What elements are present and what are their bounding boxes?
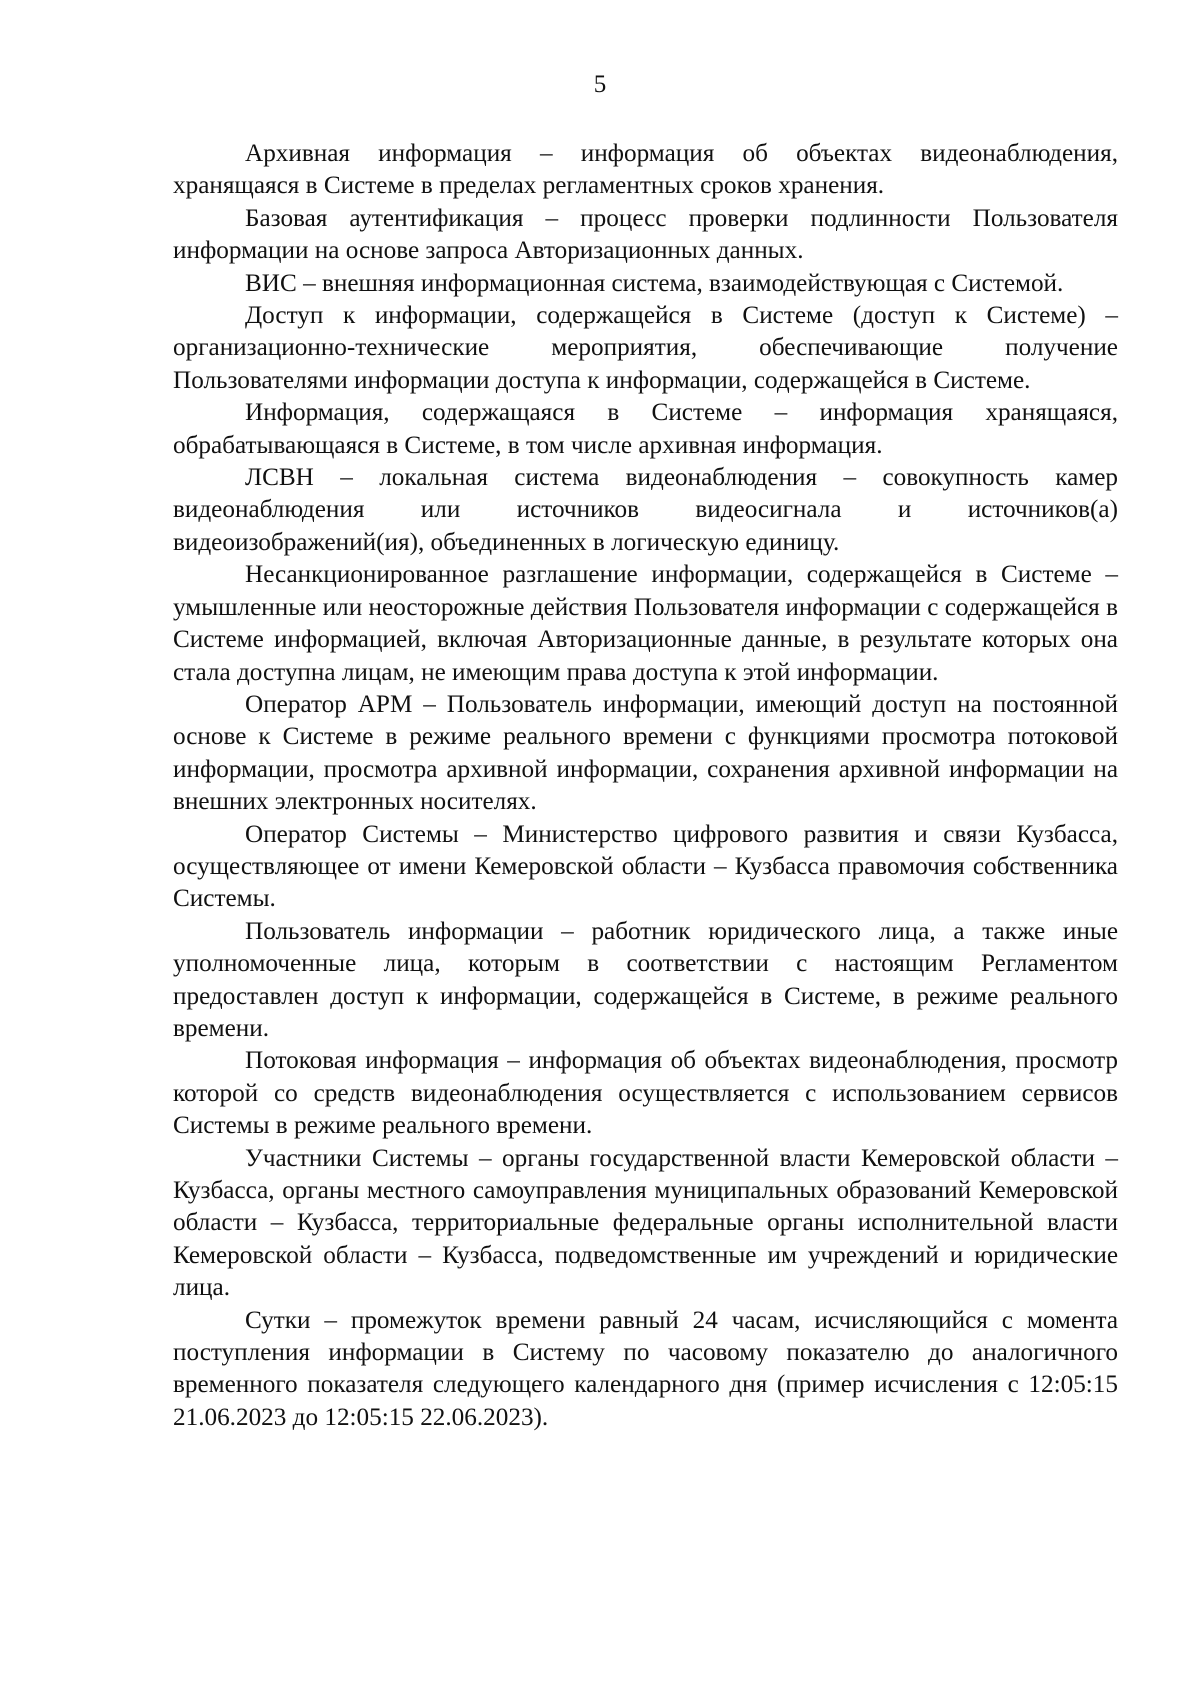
document-body: [173, 138, 1118, 1434]
definition-paragraph: Оператор АРМ – Пользователь информации, имеющий доступ на постоянной основе к Системе в режиме реального времени с функциями просмотра потоковой информации, просмотра архивной информации, сохранения архивной информации на внешних электронных носителях.: [173, 690, 1118, 816]
definition-paragraph: Оператор Системы – Министерство цифрового развития и связи Кузбасса, осуществляющее от имени Кемеровской области – Кузбасса правомочия собственника Системы.: [173, 820, 1118, 913]
definition-paragraph: Информация, содержащаяся в Системе – информация хранящаяся, обрабатывающаяся в Системе, в том числе архивная информация.: [173, 399, 1118, 459]
definition-paragraph: Базовая аутентификация – процесс проверки подлинности Пользователя информации на основе запроса Авторизационных данных.: [173, 204, 1118, 265]
definition-paragraph: Архивная информация – информация об объектах видеонаблюдения, хранящаяся в Системе в пределах регламентных сроков хранения.: [173, 140, 1118, 200]
definition-paragraph: ВИС – внешняя информационная система, взаимодействующая с Системой.: [245, 269, 1064, 297]
definition-paragraph: Участники Системы – органы государственной власти Кемеровской области – Кузбасса, органы местного самоуправления муниципальных образований Кемеровской области – Кузбасса, территориальные федеральные органы исполнительной власти Кемеровской области – Кузбасса, подведомственные им учреждений и юридические лица.: [173, 1144, 1118, 1302]
definition-paragraph: Несанкционированное разглашение информации, содержащейся в Системе – умышленные или неосторожные действия Пользователя информации с содержащейся в Системе информацией, включая Авторизационные данные, в результате которых она стала доступна лицам, не имеющим права доступа к этой информации.: [173, 561, 1118, 686]
page-number: 5: [593, 71, 607, 98]
definition-paragraph: Пользователь информации – работник юридического лица, а также иные уполномоченные лица, которым в соответствии с настоящим Регламентом предоставлен доступ к информации, содержащейся в Системе, в режиме реального времени.: [173, 917, 1118, 1042]
definition-paragraph: Доступ к информации, содержащейся в Системе (доступ к Системе) – организационно-технические мероприятия, обеспечивающие получение Пользователями информации доступа к информации, содержащейся в Системе.: [173, 302, 1118, 394]
definition-paragraph: Сутки – промежуток времени равный 24 часам, исчисляющийся с момента поступления информации в Систему по часовому показателю до аналогичного временного показателя следующего календарного дня (пример исчисления с 12:05:15 21.06.2023 до 12:05:15 22.06.2023).: [173, 1306, 1118, 1431]
definition-paragraph: Потоковая информация – информация об объектах видеонаблюдения, просмотр которой со средств видеонаблюдения осуществляется с использованием сервисов Системы в режиме реального времени.: [173, 1047, 1118, 1140]
definition-paragraph: ЛСВН – локальная система видеонаблюдения – совокупность камер видеонаблюдения или источников видеосигнала и источников(а) видеоизображений(ия), объединенных в логическую единицу.: [173, 464, 1118, 556]
